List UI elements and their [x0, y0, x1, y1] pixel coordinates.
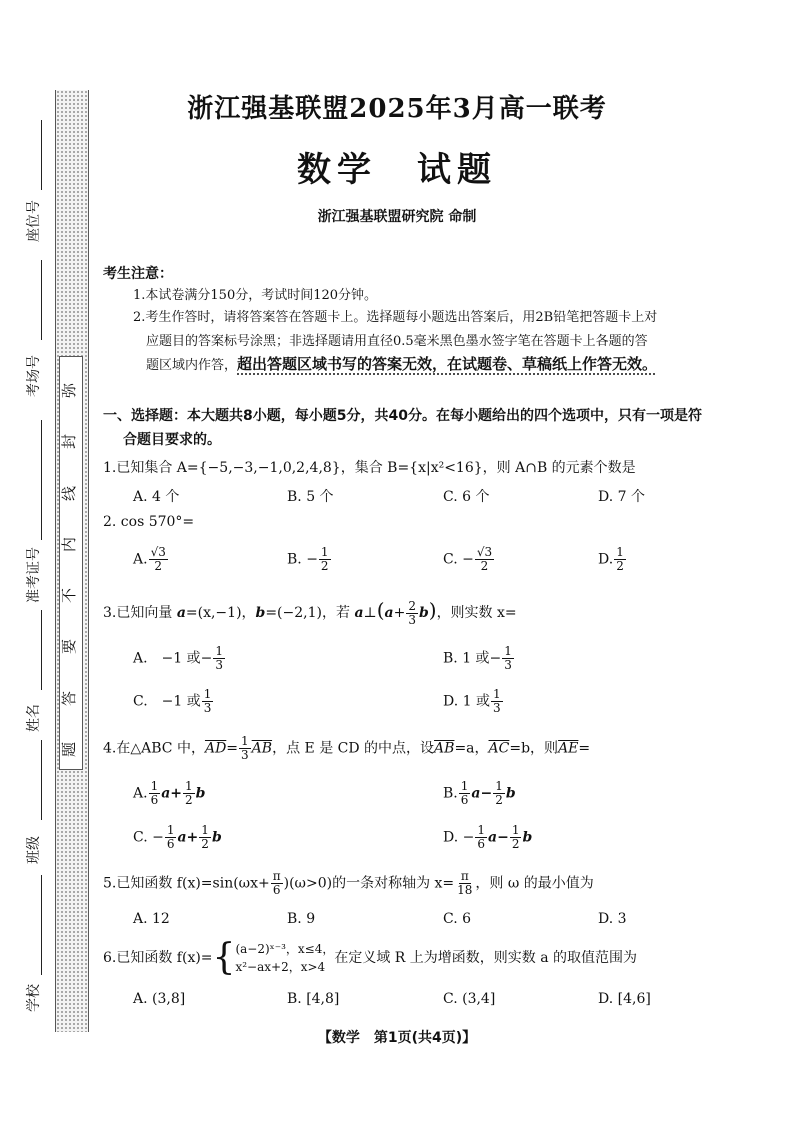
school-label: 学校 — [26, 984, 42, 1012]
q1-option-a: A. 4 个 — [133, 489, 180, 505]
q4-c-n2: 1 — [201, 823, 209, 837]
q2-option-c — [443, 546, 495, 573]
subject-title: 数学 试题 — [297, 150, 497, 190]
q4-b-n1: 1 — [460, 779, 469, 793]
q3-c-num: 1 — [203, 687, 212, 701]
q5-frac2-num: π — [460, 869, 469, 883]
q4-b-end: b — [505, 785, 516, 802]
question-5-stem — [103, 870, 594, 897]
q2-d-prefix: D. — [598, 551, 614, 568]
q4-d-d1: 6 — [477, 837, 485, 851]
q4-d-end: b — [522, 829, 533, 846]
q6-cases — [235, 940, 334, 976]
q4-d-n1: 1 — [477, 823, 485, 837]
q4-d-n2: 1 — [511, 823, 520, 837]
q2-a-prefix: A. — [133, 551, 148, 568]
question-6-stem — [103, 937, 638, 978]
q4-d-mid: a− — [488, 829, 509, 846]
class-label: 班级 — [26, 836, 42, 864]
q5-text-b: )(ω>0)的一条对称轴为 x= — [283, 875, 455, 892]
q3-a-prefix: A. −1 或− — [133, 650, 213, 667]
q3-d-num: 1 — [492, 687, 501, 701]
q3-d-prefix: D. 1 或 — [443, 693, 490, 710]
section-heading-cont: 合题目要求的。 — [123, 432, 221, 448]
q3-frac-num: 2 — [408, 598, 416, 613]
class-line — [41, 740, 42, 820]
author-line: 浙江强基联盟研究院 命制 — [317, 209, 477, 225]
q1-option-d: D. 7 个 — [598, 489, 645, 505]
q4-a-d1: 6 — [150, 793, 159, 807]
q2-c-den: 2 — [480, 559, 489, 573]
q3-vec-b: b — [255, 605, 266, 621]
notice-item-2-line-3 — [146, 353, 657, 374]
ticket-line — [41, 420, 42, 540]
q4-c-frac2 — [199, 824, 211, 851]
q5-frac1-num: π — [272, 869, 281, 883]
q4-vec-ad: $\overline{AD}$ — [204, 740, 227, 757]
q6-brace: { — [212, 937, 236, 978]
q4-d-frac2 — [510, 824, 522, 851]
q3-b-prefix: B. 1 或− — [443, 650, 502, 667]
notice-item-2-line-2: 应题目的答案标号涂黑；非选择题请用直径0.5毫米黑色墨水签字笔在答题卡上各题的答 — [146, 334, 648, 349]
q3-a-fraction — [213, 645, 225, 672]
seal-char: 不 — [62, 588, 79, 604]
q3-c-den: 3 — [203, 701, 212, 715]
q2-d-num: 1 — [616, 545, 624, 559]
q6-text-b: 在定义域 R 上为增函数，则实数 a 的取值范围为 — [334, 950, 638, 966]
q3-b-den: 3 — [504, 658, 512, 672]
question-2-stem: 2. cos 570°= — [103, 514, 195, 530]
q4-a-n2: 1 — [185, 779, 193, 793]
q3-text-b: =(x,−1)， — [185, 605, 256, 621]
q6-option-a: A. (3,8] — [133, 991, 186, 1007]
q4-text-f: = — [578, 740, 591, 757]
q5-option-c: C. 6 — [443, 911, 472, 927]
q3-d-den: 3 — [492, 701, 501, 715]
q2-b-fraction — [319, 546, 331, 573]
q4-frac-den: 3 — [241, 748, 249, 762]
q6-piecewise — [212, 937, 335, 978]
notice-item-2-text: 题区域内作答， — [146, 358, 238, 373]
q4-b-prefix: B. — [443, 785, 458, 802]
q6-option-d: D. [4,6] — [598, 991, 651, 1007]
page-footer: 【数学 第1页(共4页)】 — [317, 1030, 477, 1046]
q6-case-1: (a−2)ˣ⁻³，x≤4， — [235, 942, 335, 956]
q3-text-e: ，则实数 x= — [436, 605, 517, 621]
q4-a-end: b — [195, 785, 206, 802]
q2-a-num: √3 — [150, 545, 166, 559]
q4-text-d: =a， — [454, 740, 489, 757]
q4-a-n1: 1 — [150, 779, 159, 793]
q5-frac1-den: 6 — [272, 883, 281, 897]
q4-a-mid: a+ — [161, 785, 183, 802]
q4-d-frac1 — [475, 824, 487, 851]
q4-option-a — [133, 780, 205, 807]
q3-option-b — [443, 645, 515, 672]
q3-vec-a-3: a — [384, 605, 394, 621]
exam-room-line — [41, 260, 42, 340]
q2-b-den: 2 — [320, 559, 329, 573]
q6-option-c: C. (3,4] — [443, 991, 496, 1007]
q4-d-d2: 2 — [511, 837, 520, 851]
q3-vec-b-2: b — [418, 605, 429, 621]
q3-vec-a: a — [176, 605, 186, 621]
q4-option-d — [443, 824, 532, 851]
q2-option-a — [133, 546, 169, 573]
q5-frac1 — [271, 870, 283, 897]
q4-d-prefix: D. − — [443, 829, 475, 846]
q2-a-fraction — [149, 546, 168, 573]
q4-b-n2: 1 — [495, 779, 503, 793]
q3-d-fraction — [491, 688, 503, 715]
q4-c-d2: 2 — [201, 837, 209, 851]
q4-b-mid: a− — [471, 785, 493, 802]
seal-char: 题 — [62, 741, 79, 757]
q4-vec-ab-2: $\overline{AB}$ — [434, 740, 455, 757]
q4-text-a: 4.在△ABC 中， — [103, 740, 205, 757]
q4-text-c: ，点 E 是 CD 的中点，设 — [272, 740, 435, 757]
q4-vec-ab: $\overline{AB}$ — [251, 740, 273, 757]
question-3-stem: 3.已知向量 a=(x,−1)，b=(−2,1)，若 a⊥(a+ $\frac{2}{3}$ b)，则实数 x= — [103, 598, 517, 627]
q4-option-b — [443, 780, 516, 807]
seal-char: 弥 — [62, 382, 79, 399]
q4-b-d2: 2 — [495, 793, 503, 807]
q3-b-fraction — [502, 645, 514, 672]
q4-text-e: =b，则 — [509, 740, 559, 757]
q3-c-prefix: C. −1 或 — [133, 693, 201, 710]
q4-a-frac1 — [149, 780, 161, 807]
q3-frac-den: 3 — [408, 612, 416, 627]
q4-vec-ae: $\overline{AE}$ — [558, 740, 579, 757]
seat-label: 座位号 — [26, 200, 42, 242]
q1-option-b: B. 5 个 — [287, 489, 334, 505]
notice-item-2-line-1: 2.考生作答时，请将答案答在答题卡上。选择题每小题选出答案后，用2B铅笔把答题卡上对 — [133, 310, 658, 325]
q2-c-num: √3 — [476, 545, 493, 559]
q4-c-prefix: C. − — [133, 829, 164, 846]
q5-option-d: D. 3 — [598, 911, 627, 927]
seal-char: 内 — [62, 536, 79, 552]
notice-emphasis: 超出答题区域书写的答案无效，在试题卷、草稿纸上作答无效。 — [237, 355, 658, 373]
q4-vec-ac: $\overline{AC}$ — [488, 740, 510, 757]
q4-frac-num: 1 — [241, 734, 249, 748]
q5-option-a: A. 12 — [133, 911, 170, 927]
seal-line-box — [59, 356, 83, 770]
q2-c-fraction — [475, 546, 494, 573]
q3-text-a: 3.已知向量 — [103, 605, 177, 621]
q3-option-d — [443, 688, 504, 715]
q2-option-d — [598, 546, 627, 573]
q3-vec-a-2: a — [354, 605, 364, 621]
seal-char: 要 — [62, 639, 79, 655]
q3-a-den: 3 — [215, 658, 224, 672]
exam-room-label: 考场号 — [26, 355, 42, 397]
q4-b-d1: 6 — [460, 793, 469, 807]
q4-text-b: = — [226, 740, 239, 757]
q4-a-frac2 — [183, 780, 195, 807]
q3-fraction — [406, 600, 418, 627]
q2-c-prefix: C. − — [443, 551, 474, 568]
q2-b-prefix: B. − — [287, 551, 318, 568]
q2-d-fraction — [614, 546, 626, 573]
q4-c-n1: 1 — [166, 823, 175, 837]
q3-c-fraction — [202, 688, 214, 715]
q5-text-c: ，则 ω 的最小值为 — [475, 875, 594, 892]
q1-option-c: C. 6 个 — [443, 489, 490, 505]
q6-case-2: x²−ax+2，x>4 — [235, 960, 326, 974]
name-label: 姓名 — [26, 704, 42, 732]
notice-heading: 考生注意： — [103, 266, 173, 282]
q4-option-c — [133, 824, 222, 851]
q3-b-num: 1 — [504, 644, 512, 658]
exam-title: 浙江强基联盟2025年3月高一联考 — [187, 94, 607, 124]
q5-frac2-den: 18 — [457, 883, 473, 897]
name-line — [41, 610, 42, 690]
q2-d-den: 2 — [616, 559, 624, 573]
q4-a-prefix: A. — [133, 785, 148, 802]
q4-c-frac1 — [165, 824, 177, 851]
section-heading: 一、选择题：本大题共8小题，每小题5分，共40分。在每小题给出的四个选项中，只有一项是符 — [103, 408, 702, 424]
q3-perp: ⊥ — [363, 605, 377, 621]
q3-option-c — [133, 688, 214, 715]
q4-b-frac1 — [459, 780, 471, 807]
seal-char: 线 — [62, 485, 79, 501]
question-4-stem — [103, 735, 590, 762]
q6-text-a: 6.已知函数 f(x)= — [103, 950, 213, 966]
q3-text-c: =(−2,1)，若 — [265, 605, 355, 621]
question-1-stem: 1.已知集合 A={−5,−3,−1,0,2,4,8}，集合 B={x|x²<16}，则 A∩B 的元素个数是 — [103, 460, 636, 476]
q5-text-a: 5.已知函数 f(x)=sin(ωx+ — [103, 875, 270, 892]
q4-a-d2: 2 — [185, 793, 193, 807]
q6-option-b: B. [4,8] — [287, 991, 340, 1007]
q5-option-b: B. 9 — [287, 911, 316, 927]
q4-fraction — [239, 735, 251, 762]
q4-c-end: b — [211, 829, 222, 846]
q3-a-num: 1 — [215, 644, 224, 658]
q2-a-den: 2 — [154, 559, 163, 573]
q4-c-d1: 6 — [166, 837, 175, 851]
q2-option-b — [287, 546, 332, 573]
q2-b-num: 1 — [320, 545, 329, 559]
seal-char: 答 — [62, 690, 79, 706]
q4-b-frac2 — [493, 780, 505, 807]
q4-c-mid: a+ — [177, 829, 199, 846]
ticket-label: 准考证号 — [26, 547, 42, 603]
school-line — [41, 875, 42, 975]
q3-option-a — [133, 645, 226, 672]
q5-frac2 — [455, 870, 474, 897]
notice-item-1: 1.本试卷满分150分，考试时间120分钟。 — [133, 288, 378, 303]
seal-char: 封 — [62, 434, 79, 450]
